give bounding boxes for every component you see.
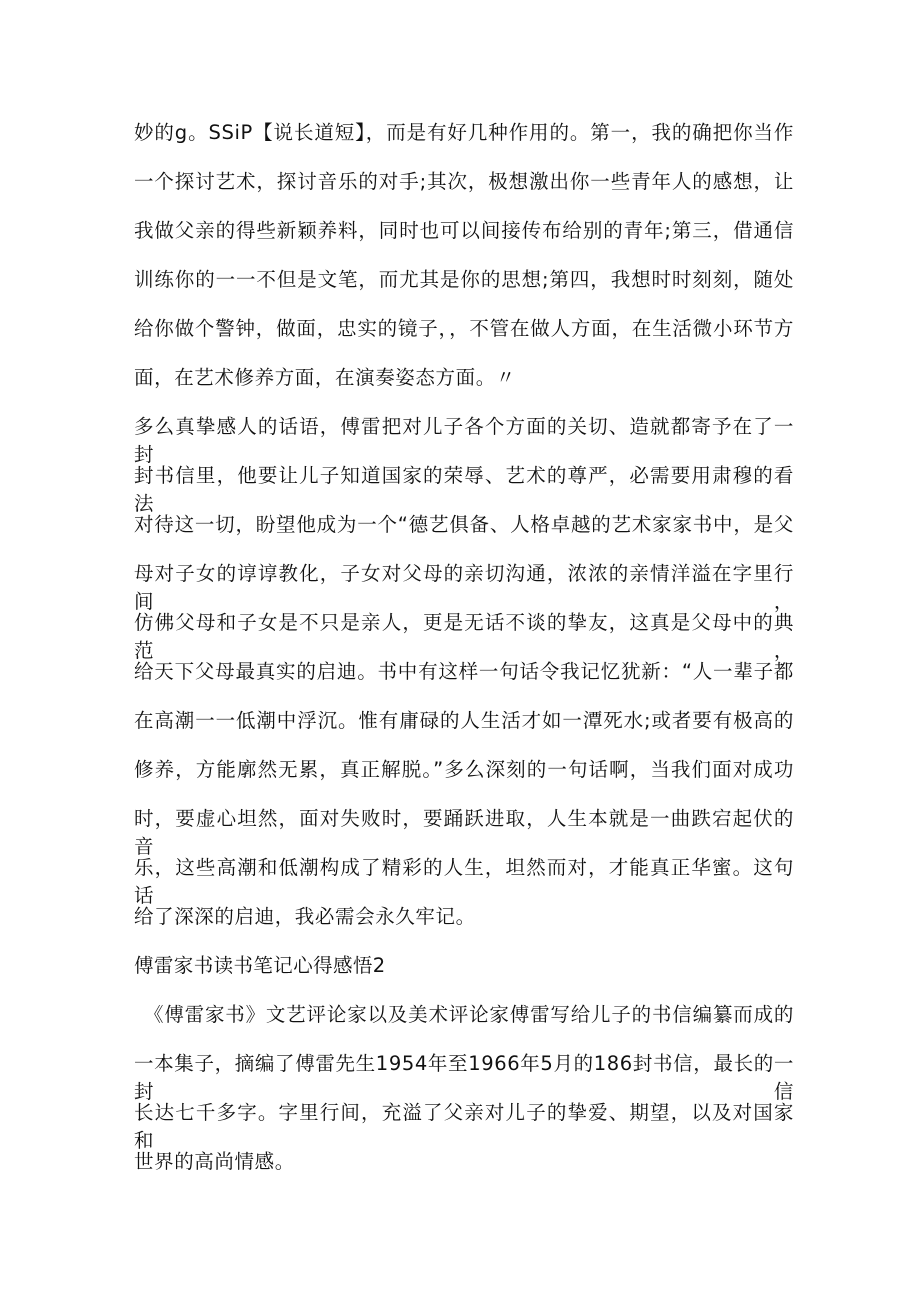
p3-line-1: 《傅雷家书》文艺评论家以及美术评论家傅雷写给儿子的书信编纂而成的	[144, 1003, 794, 1026]
section-heading: 傅雷家书读书笔记心得感悟2	[134, 954, 386, 977]
p2-line-11: 给了深深的启迪，我必需会永久牢记。	[134, 905, 476, 928]
p1-line-5: 给你做个警钟，做面，忠实的镜子，，不管在做人方面，在生活微小环节方	[134, 317, 794, 340]
p3-line-4: 世界的高尚情感。	[134, 1150, 295, 1173]
p2-line-2: 封书信里，他要让儿子知道国家的荣辱、艺术的尊严，必需要用肃穆的看法	[134, 464, 794, 515]
p3-line-3: 长达七千多字。字里行间，充溢了父亲对儿子的挚爱、期望，以及对国家和	[134, 1101, 794, 1152]
p1-line-2: 一个探讨艺术，探讨音乐的对手;其次，极想激出你一些青年人的感想，让	[134, 170, 794, 193]
p2-line-8: 修养，方能廓然无累，真正解脱。”多么深刻的一句话啊，当我们面对成功	[134, 758, 794, 781]
p2-line-3: 对待这一切，盼望他成为一个“德艺俱备、人格卓越的艺术家家书中，是父	[134, 513, 794, 536]
p2-line-5: 仿佛父母和子女是不只是亲人，更是无话不谈的挚友，这真是父母中的典范，	[134, 611, 794, 662]
p2-line-7: 在高潮一一低潮中浮沉。惟有庸碌的人生活才如一潭死水;或者要有极高的	[134, 709, 794, 732]
p2-line-4: 母对子女的谆谆教化，子女对父母的亲切沟通，浓浓的亲情洋溢在字里行间，	[134, 562, 794, 613]
p2-line-10: 乐，这些高潮和低潮构成了精彩的人生，坦然而对，才能真正华蜜。这句话	[134, 856, 794, 907]
p1-line-4: 训练你的一一不但是文笔，而尤其是你的思想;第四，我想时时刻刻，随处	[134, 268, 794, 291]
p3-line-2: 一本集子，摘编了傅雷先生1954年至1966年5月的186封书信，最长的一封信	[134, 1052, 794, 1103]
p2-line-9: 时，要虚心坦然，面对失败时，要踊跃进取，人生本就是一曲跌宕起伏的音	[134, 807, 794, 858]
p2-line-6: 给天下父母最真实的启迪。书中有这样一句话令我记忆犹新：“人一辈子都	[134, 660, 794, 683]
p2-line-1: 多么真挚感人的话语，傅雷把对儿子各个方面的关切、造就都寄予在了一封	[134, 415, 794, 466]
p1-line-3: 我做父亲的得些新颖养料，同时也可以间接传布给别的青年;第三，借通信	[134, 219, 794, 242]
p1-line-1: 妙的g。SSiP【说长道短】，而是有好几种作用的。第一，我的确把你当作	[134, 121, 794, 144]
p1-line-6: 面，在艺术修养方面，在演奏姿态方面。〃	[134, 366, 516, 389]
